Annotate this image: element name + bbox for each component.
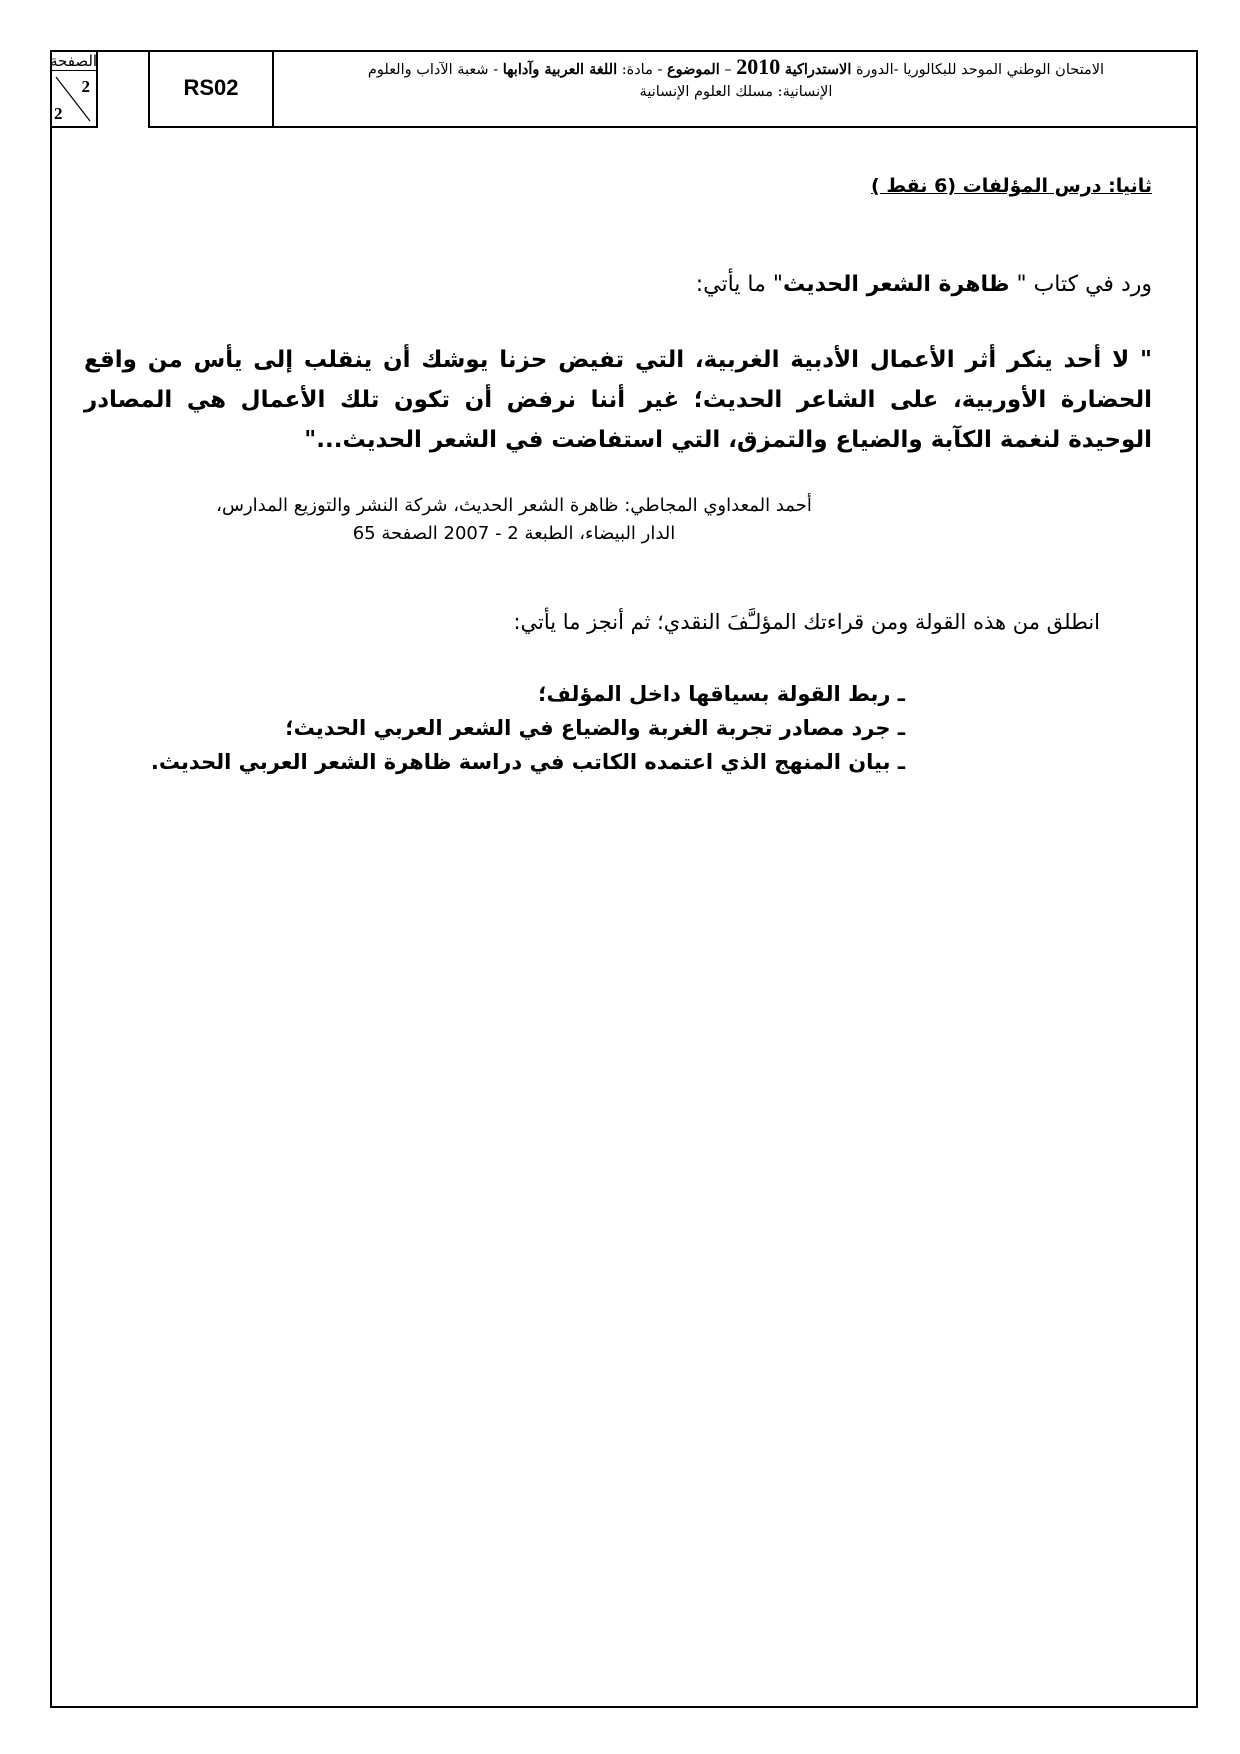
title-part4: - شعبة الآداب والعلوم	[367, 62, 503, 78]
title-year: 2010	[736, 54, 781, 79]
citation	[140, 492, 888, 548]
title-subject: اللغة العربية وآدابها	[502, 61, 618, 78]
title-subject-label: الموضوع	[666, 61, 720, 78]
exam-code: RS02	[183, 75, 239, 100]
intro-prefix: ورد في كتاب "	[1009, 272, 1152, 297]
instruction-text: انطلق من هذه القولة ومن قراءتك المؤلـَّفَ النقدي؛ ثم أنجز ما يأتي:	[513, 610, 1100, 634]
title-part3: - مادة:	[617, 62, 667, 78]
quote-text: " لا أحد ينكر أثر الأعمال الأدبية الغربية، التي تفيض حزنا يوشك أن ينقلب إلى يأس من واقع الحضارة الأوربية، على الشاعر الحديث؛ غير أننا نرفض أن تكون تلك الأعمال هي المصادر الوحيدة لنغمة الكآبة والضياع والتمزق، التي استفاضت في الشعر الحديث..."	[84, 347, 1152, 453]
citation-line2: الدار البيضاء، الطبعة 2 - 2007 الصفحة 65	[352, 523, 676, 544]
intro-suffix: " ما يأتي:	[695, 272, 784, 297]
exam-title-line1	[280, 56, 1192, 81]
page-number-box	[50, 50, 98, 128]
page-label: الصفحة	[50, 52, 98, 70]
section-title: ثانيا: درس المؤلفات (6 نقط )	[871, 175, 1152, 197]
page-current: 2	[81, 77, 90, 96]
page-frame	[50, 50, 1198, 1708]
exam-code-box	[148, 50, 274, 128]
title-session: الاستدراكية	[784, 61, 852, 78]
exam-title-line2: الإنسانية: مسلك العلوم الإنسانية	[639, 84, 833, 100]
title-part1: الامتحان الوطني الموحد للبكالوريا -الدورة	[851, 62, 1105, 78]
citation-line1: أحمد المعداوي المجاطي: ظاهرة الشعر الحديث، شركة النشر والتوزيع المدارس،	[216, 495, 812, 516]
task-item: ـ جرد مصادر تجربة الغربة والضياع في الشعر العربي الحديث؛	[285, 716, 905, 740]
task-item: ـ بيان المنهج الذي اعتمده الكاتب في دراسة ظاهرة الشعر العربي الحديث.	[150, 750, 905, 774]
exam-title-box	[274, 50, 1198, 128]
task-item: ـ ربط القولة بسياقها داخل المؤلف؛	[538, 682, 905, 706]
task-list	[100, 677, 905, 779]
intro-text	[88, 272, 1152, 297]
title-part2: –	[719, 62, 737, 78]
page-total: 2	[54, 104, 63, 123]
exam-header	[50, 50, 1198, 130]
intro-book-title: ظاهرة الشعر الحديث	[783, 272, 1010, 297]
